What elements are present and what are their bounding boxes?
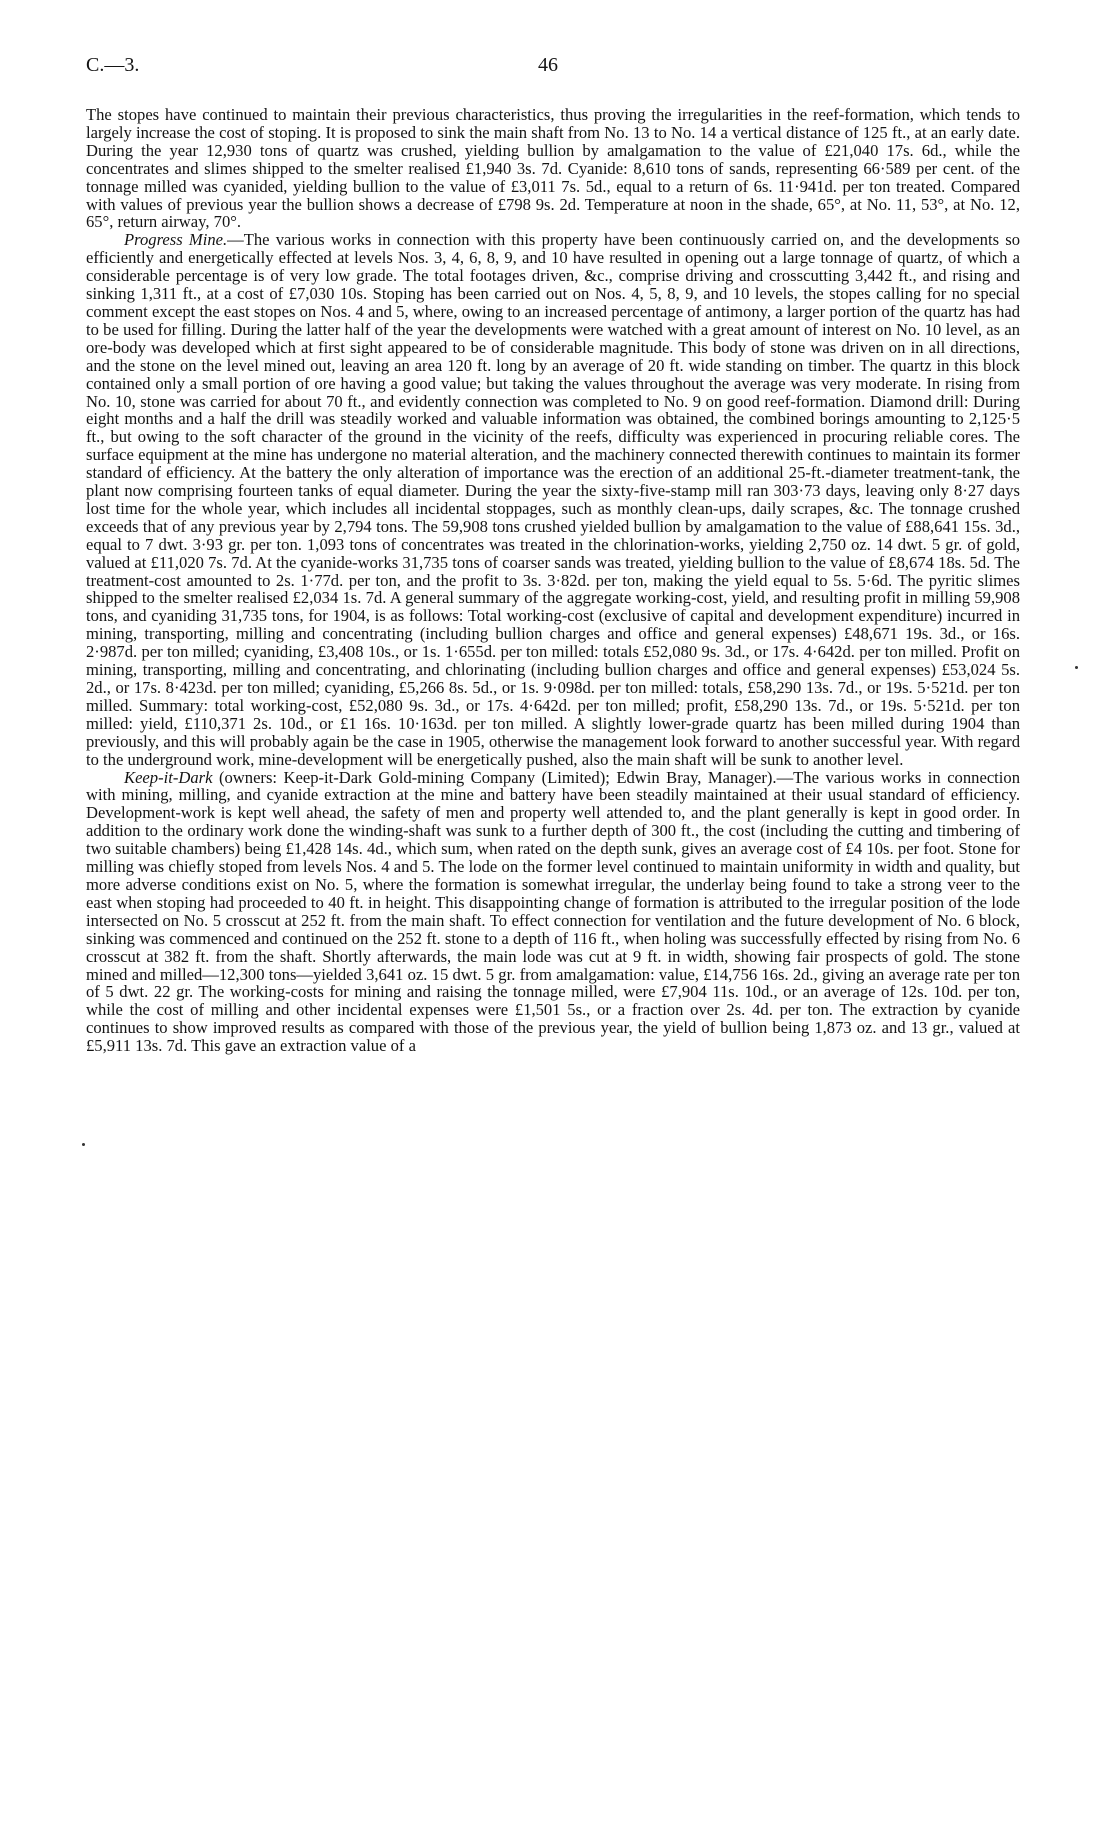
scan-speck: [1075, 666, 1078, 669]
report-body: [86, 106, 1020, 1055]
mine-name-heading: Progress Mine.: [124, 230, 228, 250]
paragraph-keep-it-dark: [86, 769, 1020, 1056]
scan-speck: [82, 1143, 85, 1146]
paragraph-text: The stopes have continued to maintain their previous characteristics, thus proving the irregularities in the reef-formation, which tends to largely increase the cost of stoping. It is proposed to sink the main shaft from No. 13 to No. 14 a vertical distance of 125 ft., at an early date. During the year 12,930 tons of quartz was crushed, yielding bullion by amalgamation to the value of £21,040 17s. 6d., while the concentrates and slimes shipped to the smelter realised £1,940 3s. 7d. Cyanide: 8,610 tons of sands, representing 66·589 per cent. of the tonnage milled was cyanided, yielding bullion to the value of £3,011 7s. 5d., equal to a return of 6s. 11·941d. per ton treated. Compared with values of previous year the bullion shows a decrease of £798 9s. 2d. Temperature at noon in the shade, 65°, at No. 11, 53°, at No. 12, 65°, return airway, 70°.: [86, 105, 1020, 232]
mine-name-heading: Keep-it-Dark: [124, 767, 213, 787]
paragraph-stopes: [86, 106, 1020, 231]
report-code: C.—3.: [86, 54, 140, 76]
paragraph-text: —The various works in connection with this property have been continuously carried on, and the developments so efficiently and energetically effected at levels Nos. 3, 4, 6, 8, 9, and 10 have resulted in opening out a large tonnage of quartz, of which a considerable percentage is of very low grade. The total footages driven, &c., comprise driving and crosscutting 3,442 ft., and rising and sinking 1,311 ft., at a cost of £7,030 10s. Stoping has been carried out on Nos. 4, 5, 8, 9, and 10 levels, the stopes calling for no special comment except the east stopes on Nos. 4 and 5, where, owing to an increased percentage of antimony, a larger portion of the quartz has had to be used for filling. During the latter half of the year the developments were watched with a great amount of interest on No. 10 level, as an ore-body was developed which at first sight appeared to be of considerable magnitude. This body of stone was driven on in all directions, and the stone on the level mined out, leaving an area 120 ft. long by an average of 20 ft. wide standing on timber. The quartz in this block contained only a small portion of ore having a good value; but taking the values throughout the average was very moderate. In rising from No. 10, stone was carried for about 70 ft., and evidently connection was completed to No. 9 on good reef-formation. Diamond drill: During eight months and a half the drill was steadily worked and valuable information was obtained, the combined borings amounting to 2,125·5 ft., but owing to the soft character of the ground in the vicinity of the reefs, difficulty was experienced in procuring reliable cores. The surface equipment at the mine has undergone no material alteration, and the machinery connected therewith continues to maintain its former standard of efficiency. At the battery the only alteration of importance was the erection of an additional 25-ft.-diameter treatment-tank, the plant now comprising fourteen tanks of equal diameter. During the year the sixty-five-stamp mill ran 303·73 days, leaving only 8·27 days lost time for the whole year, which includes all incidental stoppages, such as monthly clean-ups, daily scrapes, &c. The tonnage crushed exceeds that of any previous year by 2,794 tons. The 59,908 tons crushed yielded bullion by amalgamation to the value of £88,641 15s. 3d., equal to 7 dwt. 3·93 gr. per ton. 1,093 tons of concentrates was treated in the chlorination-works, yielding 2,750 oz. 14 dwt. 5 gr. of gold, valued at £11,020 7s. 7d. At the cyanide-works 31,735 tons of coarser sands was treated, yielding bullion to the value of £8,674 18s. 5d. The treatment-cost amounted to 2s. 1·77d. per ton, and the profit to 3s. 3·82d. per ton, making the yield equal to 5s. 5·6d. The pyritic slimes shipped to the smelter realised £2,034 1s. 7d. A general summary of the aggregate working-cost, yield, and resulting profit in milling 59,908 tons, and cyaniding 31,735 tons, for 1904, is as follows: Total working-cost (exclusive of capital and development expenditure) incurred in mining, transporting, milling and concentrating (including bullion charges and office and general expenses) £48,671 19s. 3d., or 16s. 2·987d. per ton milled; cyaniding, £3,408 10s., or 1s. 1·655d. per ton milled: totals £52,080 9s. 3d., or 17s. 4·642d. per ton milled. Profit on mining, transporting, milling and concentrating, and chlorinating (including bullion charges and office and general expenses) £53,024 5s. 2d., or 17s. 8·423d. per ton milled; cyaniding, £5,266 8s. 5d., or 1s. 9·098d. per ton milled: totals, £58,290 13s. 7d., or 19s. 5·521d. per ton milled. Summary: total working-cost, £52,080 9s. 3d., or 17s. 4·642d. per ton milled; profit, £58,290 13s. 7d., or 19s. 5·521d. per ton milled: yield, £110,371 2s. 10d., or £1 16s. 10·163d. per ton milled. A slightly lower-grade quartz has been milled during 1904 than previously, and this will probably again be the case in 1905, otherwise the management look forward to another successful year. With regard to the underground work, mine-development will be energetically pushed, also the main shaft will be sunk to another level.: [86, 230, 1020, 769]
page-number: 46: [538, 54, 558, 76]
paragraph-text: (owners: Keep-it-Dark Gold-mining Company (Limited); Edwin Bray, Manager).—The various works in connection with mining, milling, and cyanide extraction at the mine and battery have been steadily maintained at their usual standard of efficiency. Development-work is kept well ahead, the safety of men and property well attended to, and the plant generally is kept in good order. In addition to the ordinary work done the winding-shaft was sunk to a further depth of 300 ft., the cost (including the cutting and timbering of two suitable chambers) being £1,428 14s. 4d., which sum, when rated on the depth sunk, gives an average cost of £4 10s. per foot. Stone for milling was chiefly stoped from levels Nos. 4 and 5. The lode on the former level continued to maintain uniformity in width and quality, but more adverse conditions exist on No. 5, where the formation is somewhat irregular, the underlay being found to take a strong veer to the east when stoping had proceeded to 40 ft. in height. This disappointing change of formation is attributed to the irregular position of the lode intersected on No. 5 crosscut at 252 ft. from the main shaft. To effect connection for ventilation and the future development of No. 6 block, sinking was commenced and continued on the 252 ft. stone to a depth of 116 ft., when holing was successfully effected by rising from No. 6 crosscut at 382 ft. from the shaft. Shortly afterwards, the main lode was cut at 9 ft. in width, showing fair prospects of gold. The stone mined and milled—12,300 tons—yielded 3,641 oz. 15 dwt. 5 gr. from amalgamation: value, £14,756 16s. 2d., giving an average rate per ton of 5 dwt. 22 gr. The working-costs for mining and raising the tonnage milled, were £7,904 11s. 10d., or an average of 12s. 10d. per ton, while the cost of milling and other incidental expenses were £1,501 5s., or a fraction over 2s. 4d. per ton. The extraction by cyanide continues to show improved results as compared with those of the previous year, the yield of bullion being 1,873 oz. and 13 gr., valued at £5,911 13s. 7d. This gave an extraction value of a: [86, 767, 1020, 1056]
paragraph-progress-mine: [86, 231, 1020, 768]
page-header: [86, 54, 1020, 88]
